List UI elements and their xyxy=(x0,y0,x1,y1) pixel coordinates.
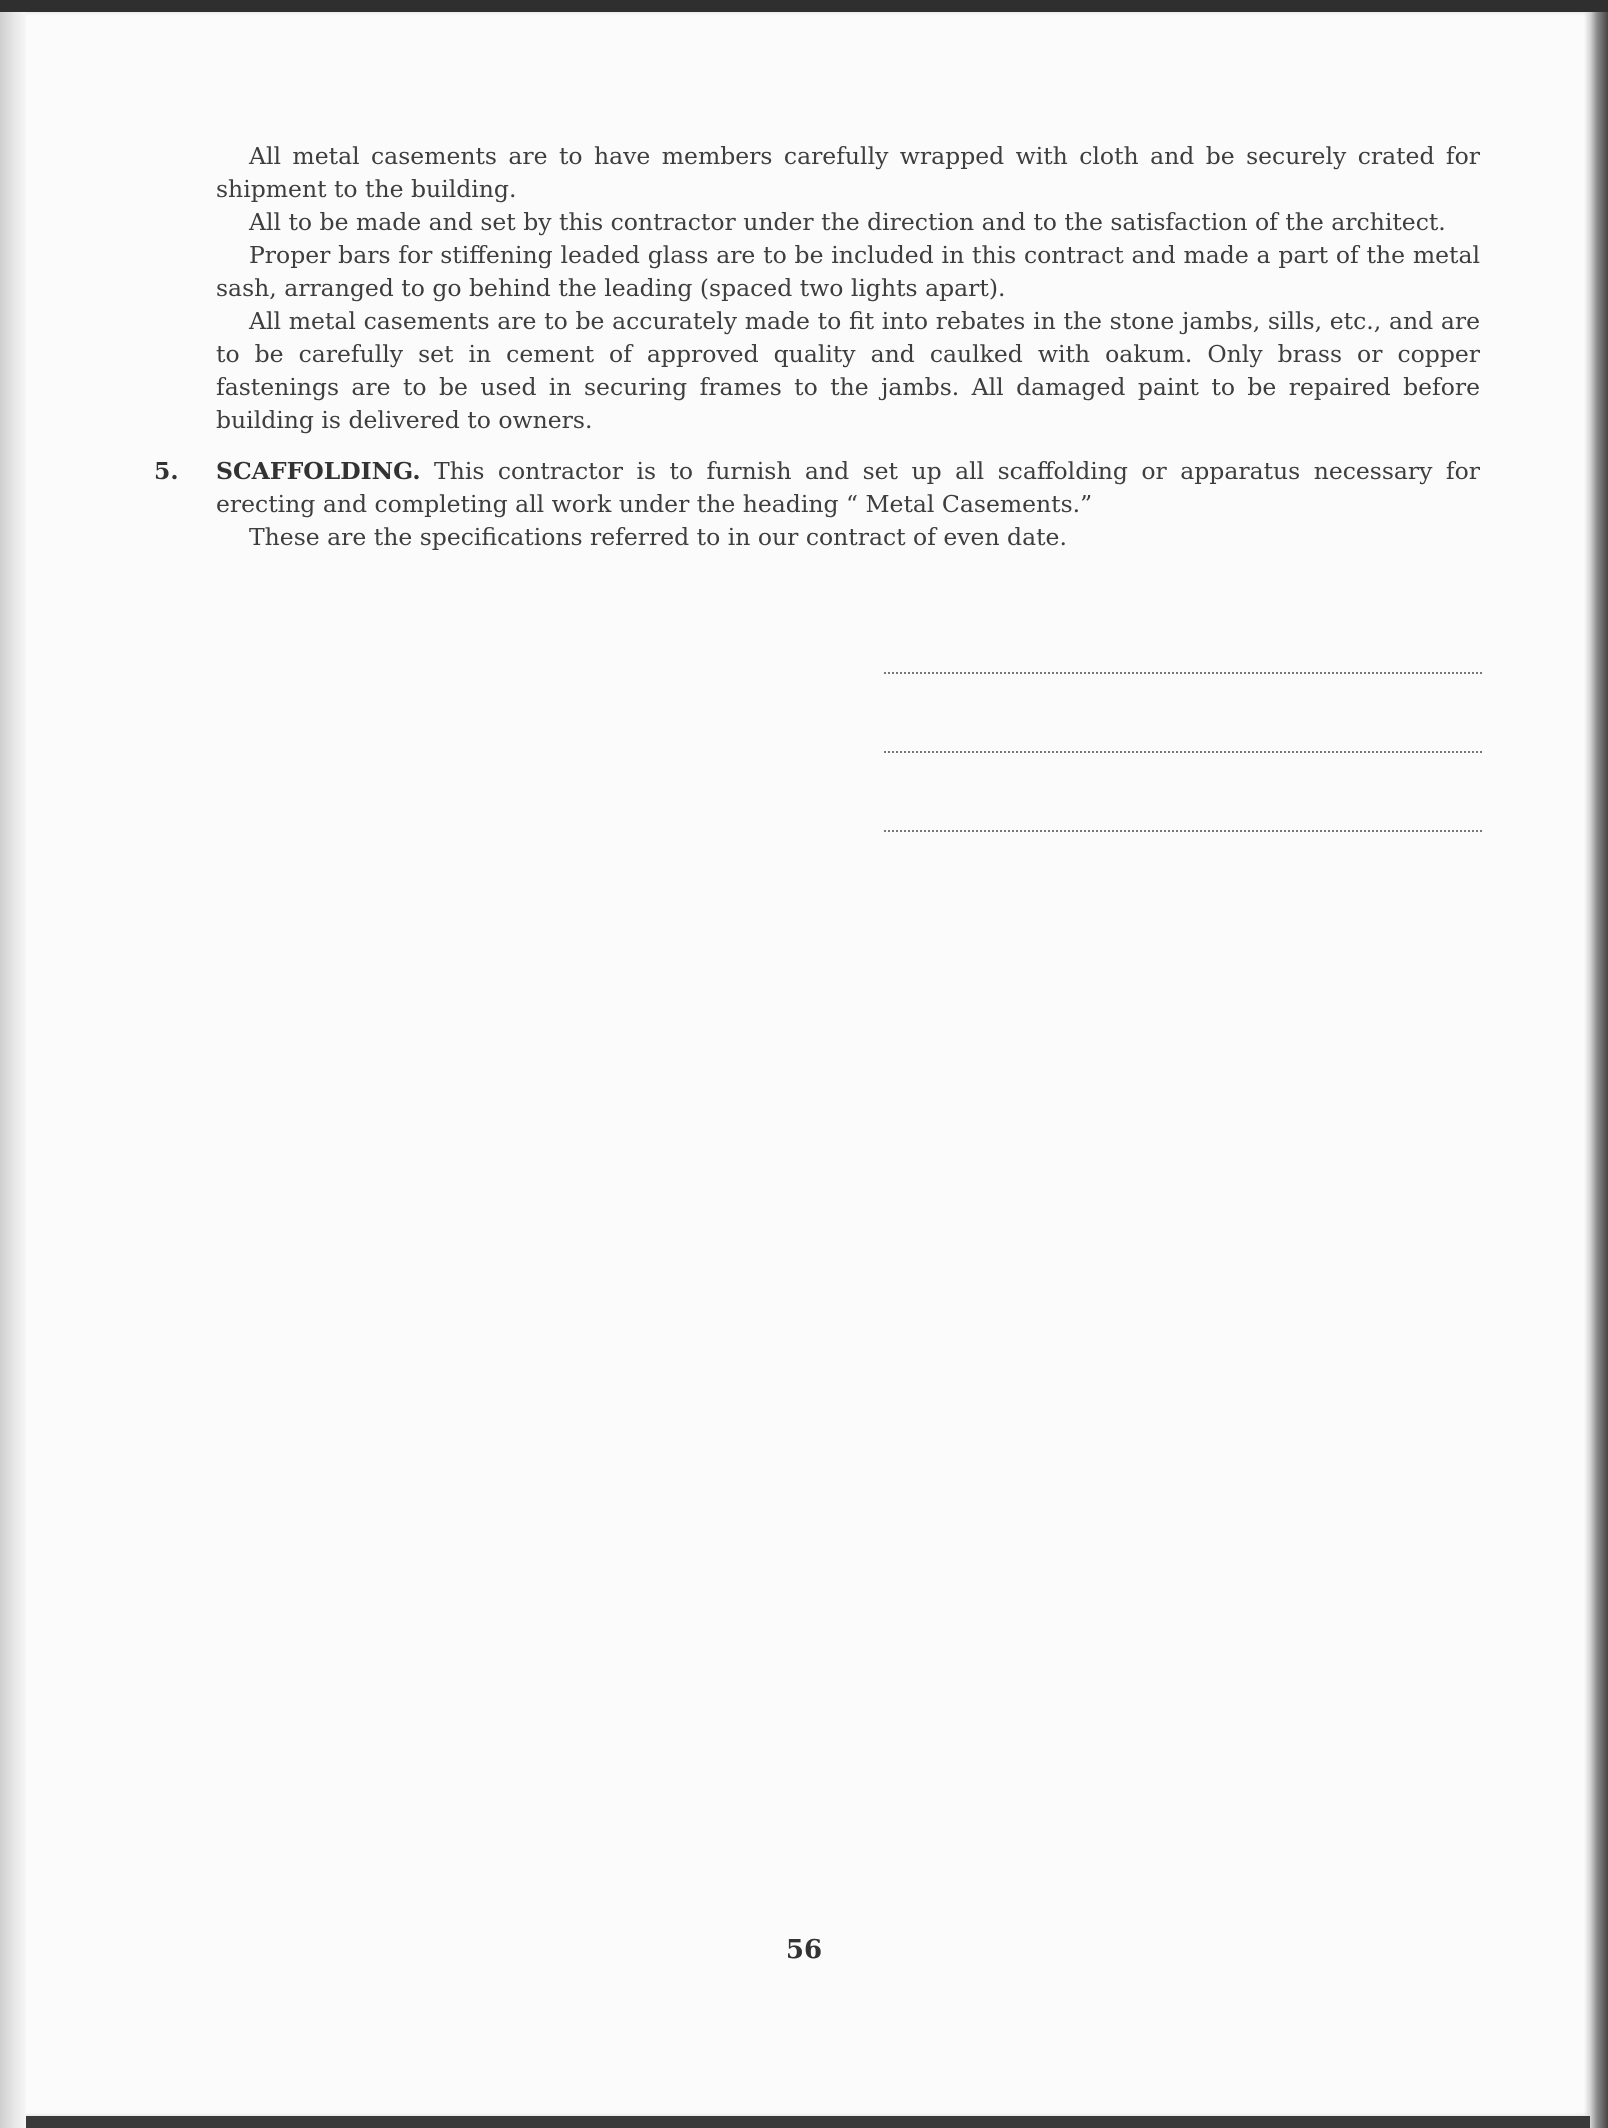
section-text: This contractor is to furnish and set up all scaffolding or apparatus necessary for erecting and completing all work under the heading “ Metal Casements.” xyxy=(216,457,1480,518)
paragraph-setting: All metal casements are to be accurately made to fit into rebates in the stone jambs, sills, etc., and are to be carefully set in cement of approved quality and caulked with oakum. Only brass or copper fastenings are to be used in securing frames to the jambs. All damaged paint to be repaired before building is delivered to owners. xyxy=(216,307,1480,434)
body-text xyxy=(154,140,1480,554)
section-heading: SCAFFOLDING. xyxy=(216,457,421,485)
paragraph-direction: All to be made and set by this contractor under the direction and to the satisfaction of the architect. xyxy=(249,208,1446,236)
page-top-edge xyxy=(0,0,1608,12)
closing-statement: These are the specifications referred to in our contract of even date. xyxy=(249,523,1067,551)
signature-line xyxy=(884,672,1482,674)
page-number: 56 xyxy=(785,1935,823,1965)
paragraph-crating: All metal casements are to have members carefully wrapped with cloth and be securely crated for shipment to the building. xyxy=(216,142,1480,203)
signature-lines xyxy=(884,672,1482,909)
signature-line xyxy=(884,751,1482,753)
section-number: 5. xyxy=(154,457,179,485)
section-scaffolding xyxy=(154,455,1480,521)
signature-line xyxy=(884,830,1482,832)
page-right-edge xyxy=(1590,12,1608,2128)
paragraph-stiffening-bars: Proper bars for stiffening leaded glass are to be included in this contract and made a part of the metal sash, arranged to go behind the leading (spaced two lights apart). xyxy=(216,241,1480,302)
page-binding-edge xyxy=(0,12,26,2128)
